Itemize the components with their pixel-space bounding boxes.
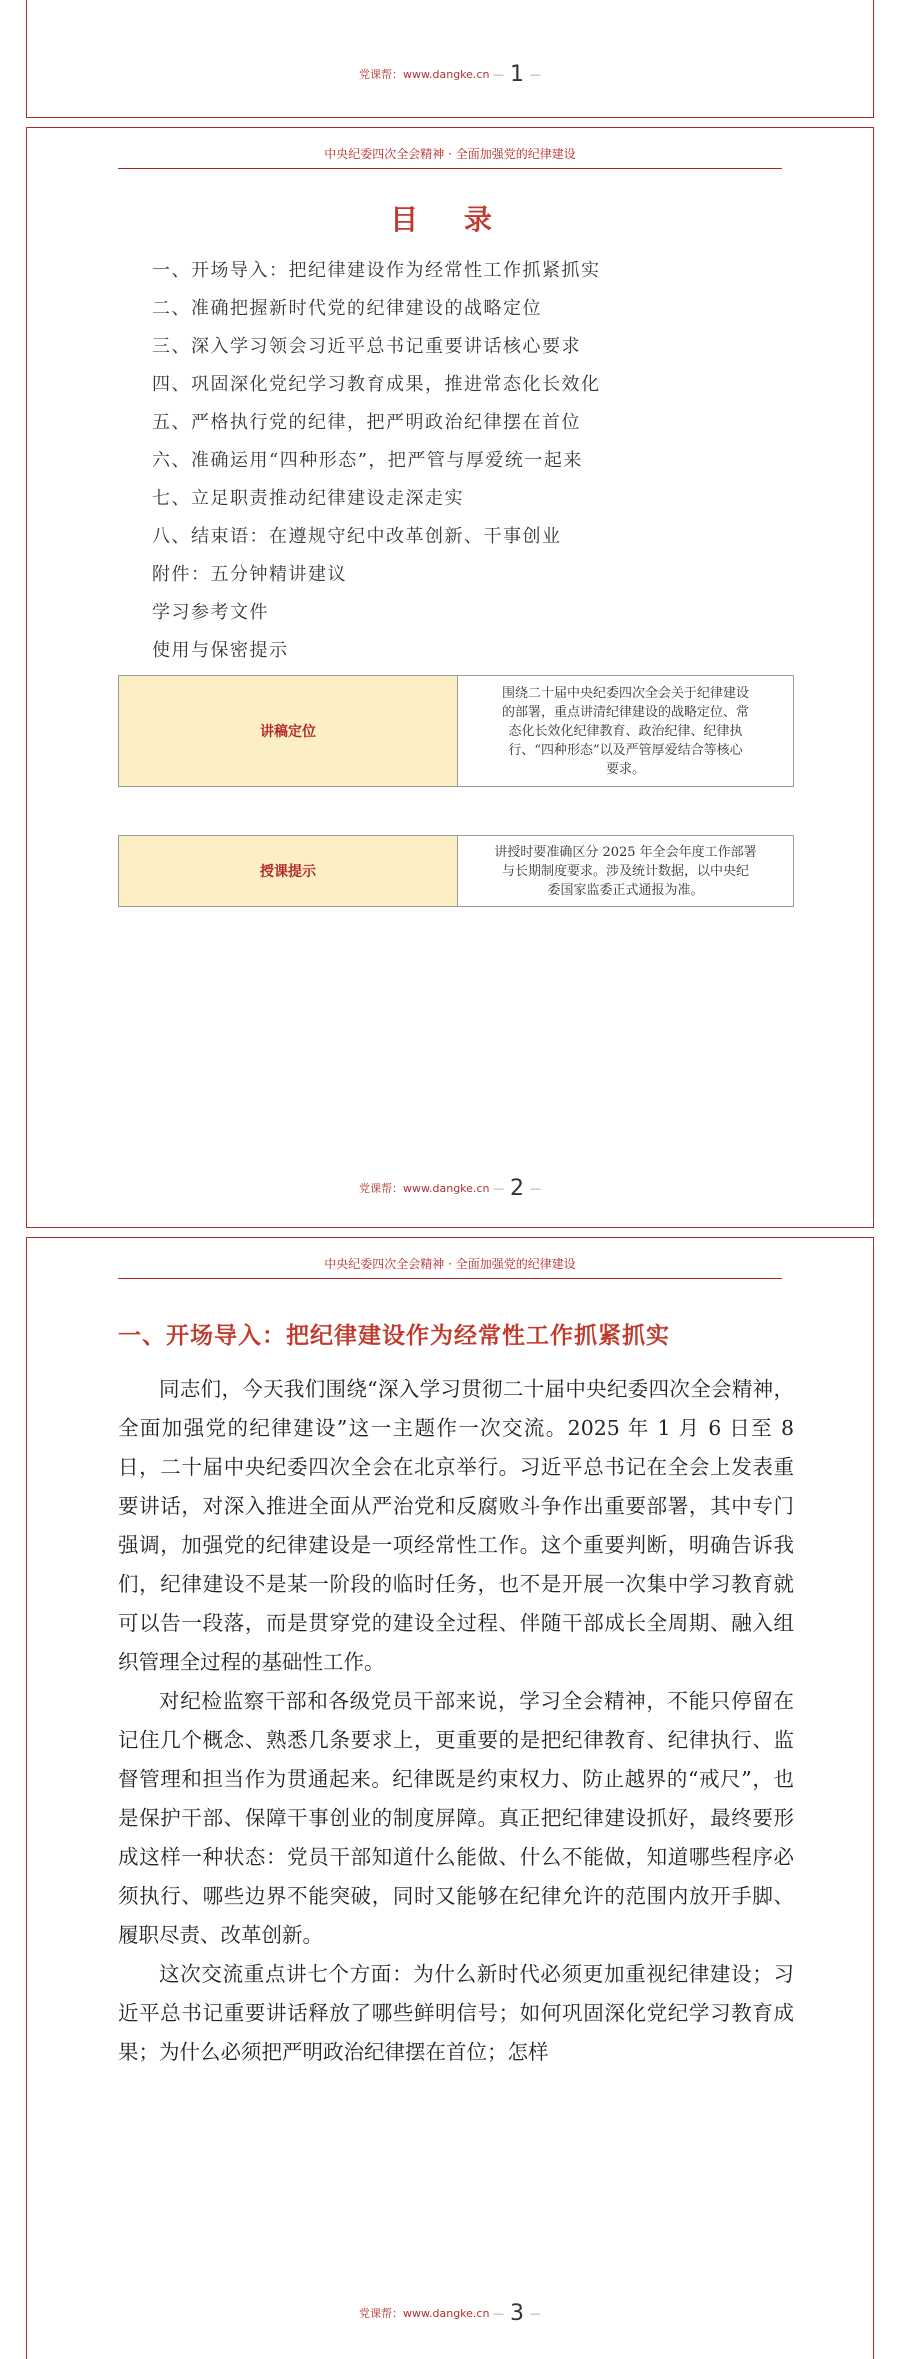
table-of-contents — [152, 259, 601, 677]
toc-title: 目 录 — [390, 203, 510, 236]
page-footer-2: 党课帮：www.dangke.cn — 2 — — [359, 1176, 541, 1201]
page-number: 2 — [509, 1176, 524, 1201]
paragraph: 对纪检监察干部和各级党员干部来说，学习全会精神，不能只停留在记住几个概念、熟悉几条要求上，更重要的是把纪律教育、纪律执行、监督管理和担当作为贯通起来。纪律既是约束权力、防止越界的“戒尺”，也是保护干部、保障干事创业的制度屏障。真正把纪律建设抓好，最终要形成这样一种状态：党员干部知道什么能做、什么不能做，知道哪些程序必须执行、哪些边界不能突破，同时又能够在纪律允许的范围内放开手脚、履职尽责、改革创新。 — [118, 1689, 794, 1947]
paragraph: 这次交流重点讲七个方面：为什么新时代必须更加重视纪律建设；习近平总书记重要讲话释放了哪些鲜明信号；如何巩固深化党纪学习教育成果；为什么必须把严明政治纪律摆在首位；怎样 — [118, 1962, 794, 2064]
footer-site: 党课帮：www.dangke.cn — [359, 2307, 490, 2320]
page-number: 1 — [509, 62, 524, 87]
page-footer-3: 党课帮：www.dangke.cn — 3 — — [359, 2301, 541, 2326]
section-heading: 一、开场导入：把纪律建设作为经常性工作抓紧抓实 — [118, 1323, 670, 1349]
page-number: 3 — [509, 2301, 524, 2326]
info-box-text: 讲授时要准确区分 2025 年全会年度工作部署 与长期制度要求。涉及统计数据，以中央纪 委国家监委正式通报为准。 — [458, 836, 794, 907]
toc-item[interactable]: 五、严格执行党的纪律，把严明政治纪律摆在首位 — [152, 412, 581, 433]
toc-item[interactable]: 使用与保密提示 — [152, 640, 289, 661]
toc-item[interactable]: 七、立足职责推动纪律建设走深走实 — [152, 488, 464, 509]
info-box-label: 讲稿定位 — [119, 676, 458, 787]
running-header: 中央纪委四次全会精神 · 全面加强党的纪律建设 — [118, 1255, 782, 1279]
running-header: 中央纪委四次全会精神 · 全面加强党的纪律建设 — [118, 145, 782, 169]
toc-item[interactable]: 学习参考文件 — [152, 602, 269, 623]
toc-item[interactable]: 三、深入学习领会习近平总书记重要讲话核心要求 — [152, 336, 581, 357]
footer-site: 党课帮：www.dangke.cn — [359, 68, 490, 81]
toc-item[interactable]: 六、准确运用“四种形态”，把严管与厚爱统一起来 — [152, 450, 583, 471]
info-box-text: 围绕二十届中央纪委四次全会关于纪律建设 的部署，重点讲清纪律建设的战略定位、常 态化长效化纪律教育、政治纪律、纪律执 行、“四种形态”以及严管厚爱结合等核心 要求。 — [458, 676, 794, 787]
paragraph: 同志们，今天我们围绕“深入学习贯彻二十届中央纪委四次全会精神，全面加强党的纪律建设”这一主题作一次交流。2025 年 1 月 6 日至 8 日，二十届中央纪委四次全会在北京举行。习近平总书记在全会上发表重要讲话，对深入推进全面从严治党和反腐败斗争作出重要部署，其中专门强调，加强党的纪律建设是一项经常性工作。这个重要判断，明确告诉我们，纪律建设不是某一阶段的临时任务，也不是开展一次集中学习教育就可以告一段落，而是贯穿党的建设全过程、伴随干部成长全周期、融入组织管理全过程的基础性工作。 — [118, 1377, 794, 1674]
info-box-teaching-tips — [118, 835, 794, 907]
toc-item[interactable]: 附件：五分钟精讲建议 — [152, 564, 347, 585]
info-box-label: 授课提示 — [119, 836, 458, 907]
page-1-frame — [26, 0, 874, 118]
footer-site: 党课帮：www.dangke.cn — [359, 1182, 490, 1195]
toc-item[interactable]: 八、结束语：在遵规守纪中改革创新、干事创业 — [152, 526, 562, 547]
toc-item[interactable]: 一、开场导入：把纪律建设作为经常性工作抓紧抓实 — [152, 260, 601, 281]
page-footer-1: 党课帮：www.dangke.cn — 1 — — [359, 62, 541, 87]
info-box-positioning — [118, 675, 794, 787]
toc-item[interactable]: 二、准确把握新时代党的纪律建设的战略定位 — [152, 298, 542, 319]
toc-item[interactable]: 四、巩固深化党纪学习教育成果，推进常态化长效化 — [152, 374, 601, 395]
section-body — [118, 1370, 794, 2072]
